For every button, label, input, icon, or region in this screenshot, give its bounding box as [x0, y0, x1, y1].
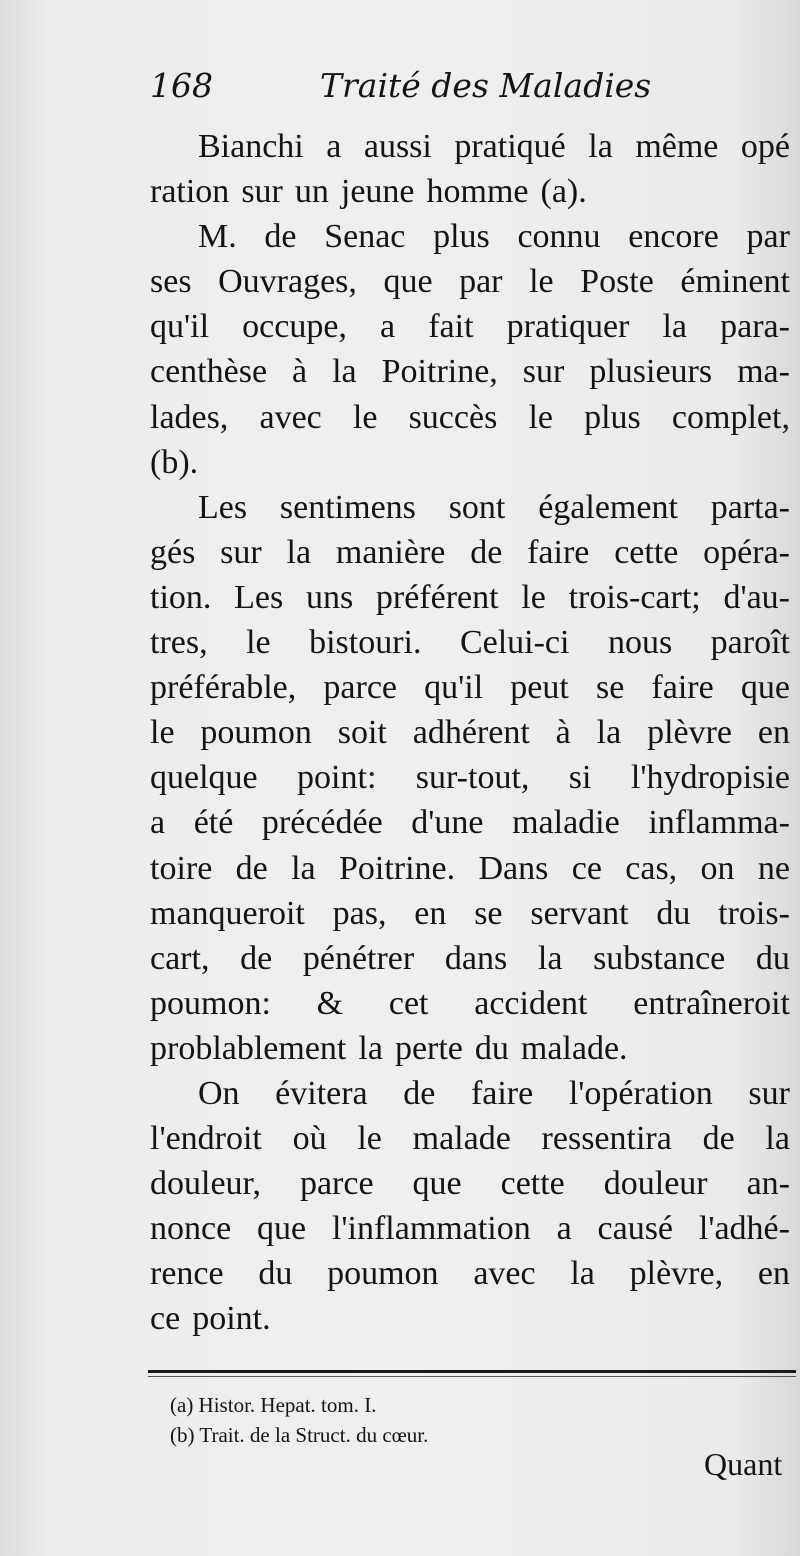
text-line: douleur, parce que cette douleur an-: [150, 1165, 790, 1203]
text-line: rence du poumon avec la plèvre, en: [150, 1255, 790, 1293]
footnote-rule-thin: [148, 1376, 796, 1377]
text-line: lades, avec le succès le plus complet,: [150, 398, 790, 436]
footnote-a: (a) Histor. Hepat. tom. I.: [170, 1393, 377, 1417]
catchword: Quant: [704, 1446, 783, 1482]
text-line: ration sur un jeune homme (a).: [150, 173, 587, 211]
text-line: quelque point: sur-tout, si l'hydropisie: [150, 759, 790, 797]
text-line: préférable, parce qu'il peut se faire que: [150, 669, 790, 707]
text-line: gés sur la manière de faire cette opéra-: [150, 533, 790, 571]
body-text: [150, 124, 790, 1342]
text-line: Les sentimens sont également parta-: [198, 488, 790, 526]
text-line: toire de la Poitrine. Dans ce cas, on ne: [150, 849, 790, 887]
page-number: 168: [150, 66, 213, 105]
text-line: centhèse à la Poitrine, sur plusieurs ma-: [150, 353, 790, 391]
text-line: On évitera de faire l'opération sur: [198, 1074, 790, 1112]
footnote-b: (b) Trait. de la Struct. du cœur.: [170, 1423, 429, 1447]
text-line: poumon: & cet accident entraîneroit: [150, 984, 790, 1022]
text-line: problablement la perte du malade.: [150, 1029, 628, 1067]
text-line: ses Ouvrages, que par le Poste éminent: [150, 263, 790, 301]
text-line: ce point.: [150, 1300, 271, 1338]
page-header: [150, 66, 790, 116]
text-line: tion. Les uns préférent le trois-cart; d'au-: [150, 578, 790, 616]
text-line: (b).: [150, 443, 199, 481]
text-line: M. de Senac plus connu encore par: [198, 218, 790, 256]
text-line: tres, le bistouri. Celui-ci nous paroît: [150, 624, 790, 662]
text-line: Bianchi a aussi pratiqué la même opé: [198, 128, 790, 165]
text-line: cart, de pénétrer dans la substance du: [150, 939, 790, 977]
text-line: manqueroit pas, en se servant du trois-: [150, 894, 790, 932]
text-line: le poumon soit adhérent à la plèvre en: [150, 714, 790, 752]
text-line: a été précédée d'une maladie inflamma-: [150, 804, 790, 842]
text-line: nonce que l'inflammation a causé l'adhé-: [150, 1210, 790, 1248]
text-line: l'endroit où le malade ressentira de la: [150, 1120, 790, 1158]
footnotes: [170, 1390, 770, 1450]
text-line: qu'il occupe, a fait pratiquer la para-: [150, 308, 790, 346]
running-title: Traité des Maladies: [320, 66, 652, 105]
footnote-rule: [148, 1370, 796, 1373]
